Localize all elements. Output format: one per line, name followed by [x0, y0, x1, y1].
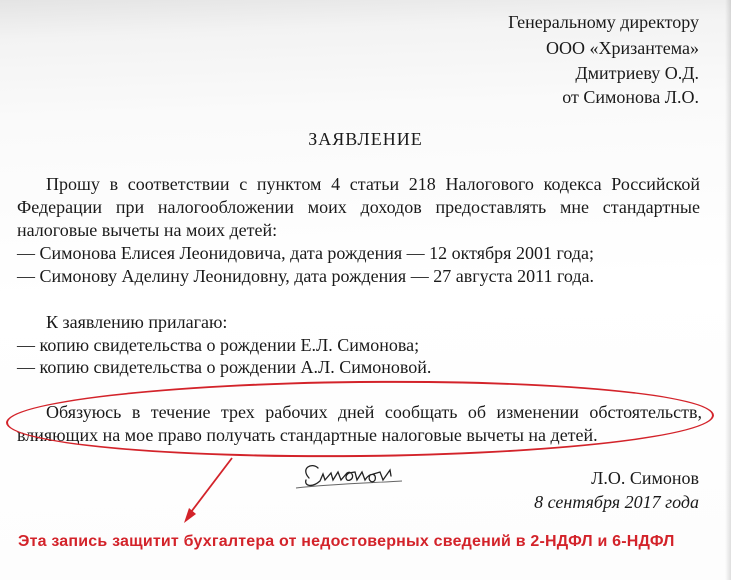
attachment-item-2: — копию свидетельства о рождении А.Л. Симоновой. — [17, 357, 432, 377]
obligation-line-2: влияющих на мое право получать стандартные налоговые вычеты на детей. — [17, 425, 598, 445]
addressee-position: Генеральному директору — [508, 12, 699, 32]
child-2-line: — Симонову Аделину Леонидовну, дата рождения — 27 августа 2011 года. — [17, 266, 595, 286]
signer-name: Л.О. Симонов — [591, 468, 699, 488]
sender-name: от Симонова Л.О. — [562, 87, 699, 107]
obligation-line-1: Обязуюсь в течение трех рабочих дней сообщать об изменении обстоятельств, — [46, 402, 702, 422]
request-line-1: Прошу в соответствии с пунктом 4 статьи 218 Налогового кодекса Российской — [46, 174, 700, 194]
annotation-note: Эта запись защитит бухгалтера от недостоверных сведений в 2-НДФЛ и 6-НДФЛ — [18, 533, 675, 550]
handwritten-signature — [296, 466, 402, 488]
arrow-icon — [184, 458, 232, 523]
attachments-intro: К заявлению прилагаю: — [46, 312, 228, 332]
addressee-name: Дмитриеву О.Д. — [575, 63, 699, 83]
request-line-3: налоговые вычеты на моих детей: — [17, 220, 278, 240]
document-title: ЗАЯВЛЕНИЕ — [308, 129, 423, 149]
addressee-company: ООО «Хризантема» — [546, 38, 699, 58]
signature-date: 8 сентября 2017 года — [534, 492, 699, 512]
child-1-line: — Симонова Елисея Леонидовича, дата рождения — 12 октября 2001 года; — [17, 243, 595, 263]
request-line-2: Федерации при налогообложении моих доходов предоставлять мне стандартные — [17, 197, 700, 217]
attachment-item-1: — копию свидетельства о рождении Е.Л. Симонова; — [17, 335, 420, 355]
